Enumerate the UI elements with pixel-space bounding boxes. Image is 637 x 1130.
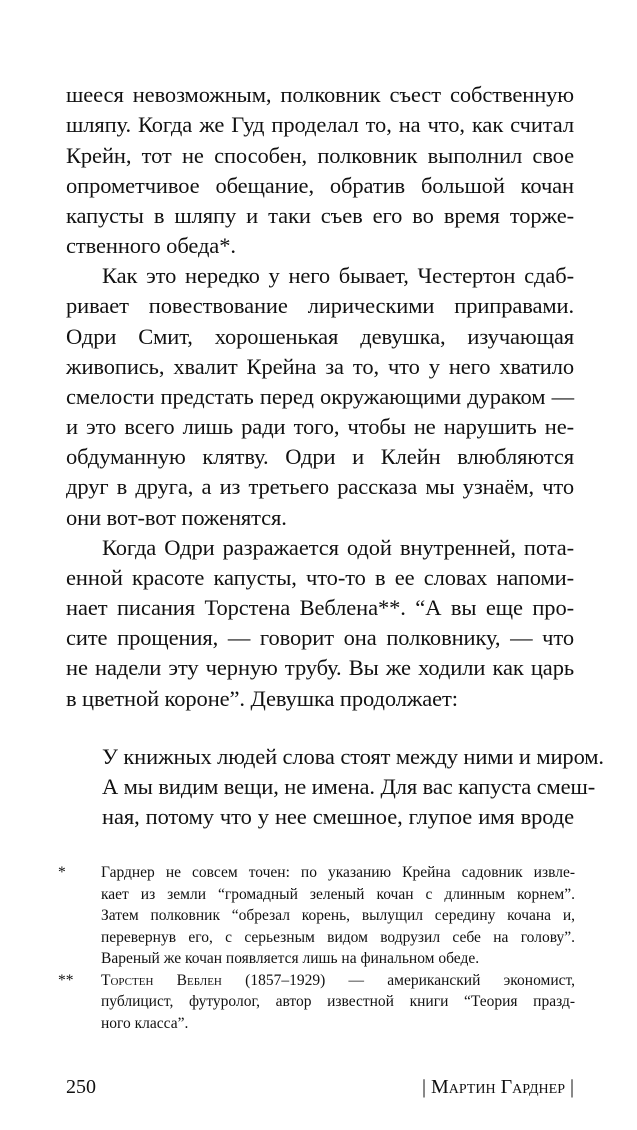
text-line: не надели эту черную трубу. Вы же ходили как царь xyxy=(66,655,574,680)
text-line: нает писания Торстена Веблена**. “А вы еще про- xyxy=(66,595,574,620)
footnote-marker: * xyxy=(58,864,66,881)
text-line: ривает повествование лирическими приправами. xyxy=(66,293,574,318)
footnote-line: кает из земли “громадный зеленый кочан с длинным корнем”. xyxy=(101,885,575,903)
quote-line: А мы видим вещи, не имена. Для вас капуста смеш- xyxy=(102,774,596,799)
text-line: енной красоте капусты, что-то в ее словах напоми- xyxy=(66,565,574,590)
text-line: Крейн, тот не способен, полковник выполнил свое xyxy=(66,143,574,168)
text-line: живопись, хвалит Крейна за то, что у него хватило xyxy=(66,354,574,379)
text-line: они вот-вот поженятся. xyxy=(66,505,287,530)
text-line: сите прощения, — говорит она полковнику, — что xyxy=(66,625,574,650)
footnote-line: Гарднер не совсем точен: по указанию Крейна садовник извле- xyxy=(101,864,575,881)
footnote-line xyxy=(101,970,575,992)
quote-line: У книжных людей слова стоят между ними и миром. xyxy=(102,744,604,769)
page-number: 250 xyxy=(66,1076,96,1098)
footnote-line: Вареный же кочан появляется лишь на финальном обеде. xyxy=(101,950,480,967)
text-line: Одри Смит, хорошенькая девушка, изучающая xyxy=(66,324,574,349)
footnote-line: перевернув его, с серьезным видом водрузил себе на голову”. xyxy=(101,928,575,946)
footnote-line: ного класса”. xyxy=(101,1014,189,1032)
text-line: в цветной короне”. Девушка продолжает: xyxy=(66,686,458,711)
footnote-line: публицист, футуролог, автор известной книги “Теория празд- xyxy=(101,993,575,1010)
quote-line: ная, потому что у нее смешное, глупое имя вроде xyxy=(102,804,574,829)
footnote-text: (1857–1929) — американский экономист, xyxy=(245,971,576,989)
text-line: обдуманную клятву. Одри и Клейн влюбляются xyxy=(66,444,574,469)
text-line: и это всего лишь ради того, чтобы не нарушить не- xyxy=(66,414,574,439)
footnote-person-name: Торстен Веблен xyxy=(101,971,222,989)
text-line: шляпу. Когда же Гуд проделал то, на что, как считал xyxy=(66,112,574,137)
text-line: смелости предстать перед окружающими дураком — xyxy=(66,384,574,409)
text-line: друг в друга, а из третьего рассказа мы узнаём, что xyxy=(66,474,574,499)
text-line: Как это нередко у него бывает, Честертон сдаб- xyxy=(102,263,574,288)
text-line: Когда Одри разражается одой внутренней, пота- xyxy=(102,535,574,560)
text-line: опрометчивое обещание, обратив большой кочан xyxy=(66,173,574,198)
footnote-line: Затем полковник “обрезал корень, вылущил середину кочана и, xyxy=(101,907,575,924)
text-line: капусты в шляпу и таки съев его во время торже- xyxy=(66,203,574,228)
text-line: ственного обеда*. xyxy=(66,233,236,258)
footnote-marker: ** xyxy=(58,971,74,989)
running-title: | Мартин Гарднер | xyxy=(421,1076,574,1098)
text-line: шееся невозможным, полковник съест собственную xyxy=(66,82,574,107)
